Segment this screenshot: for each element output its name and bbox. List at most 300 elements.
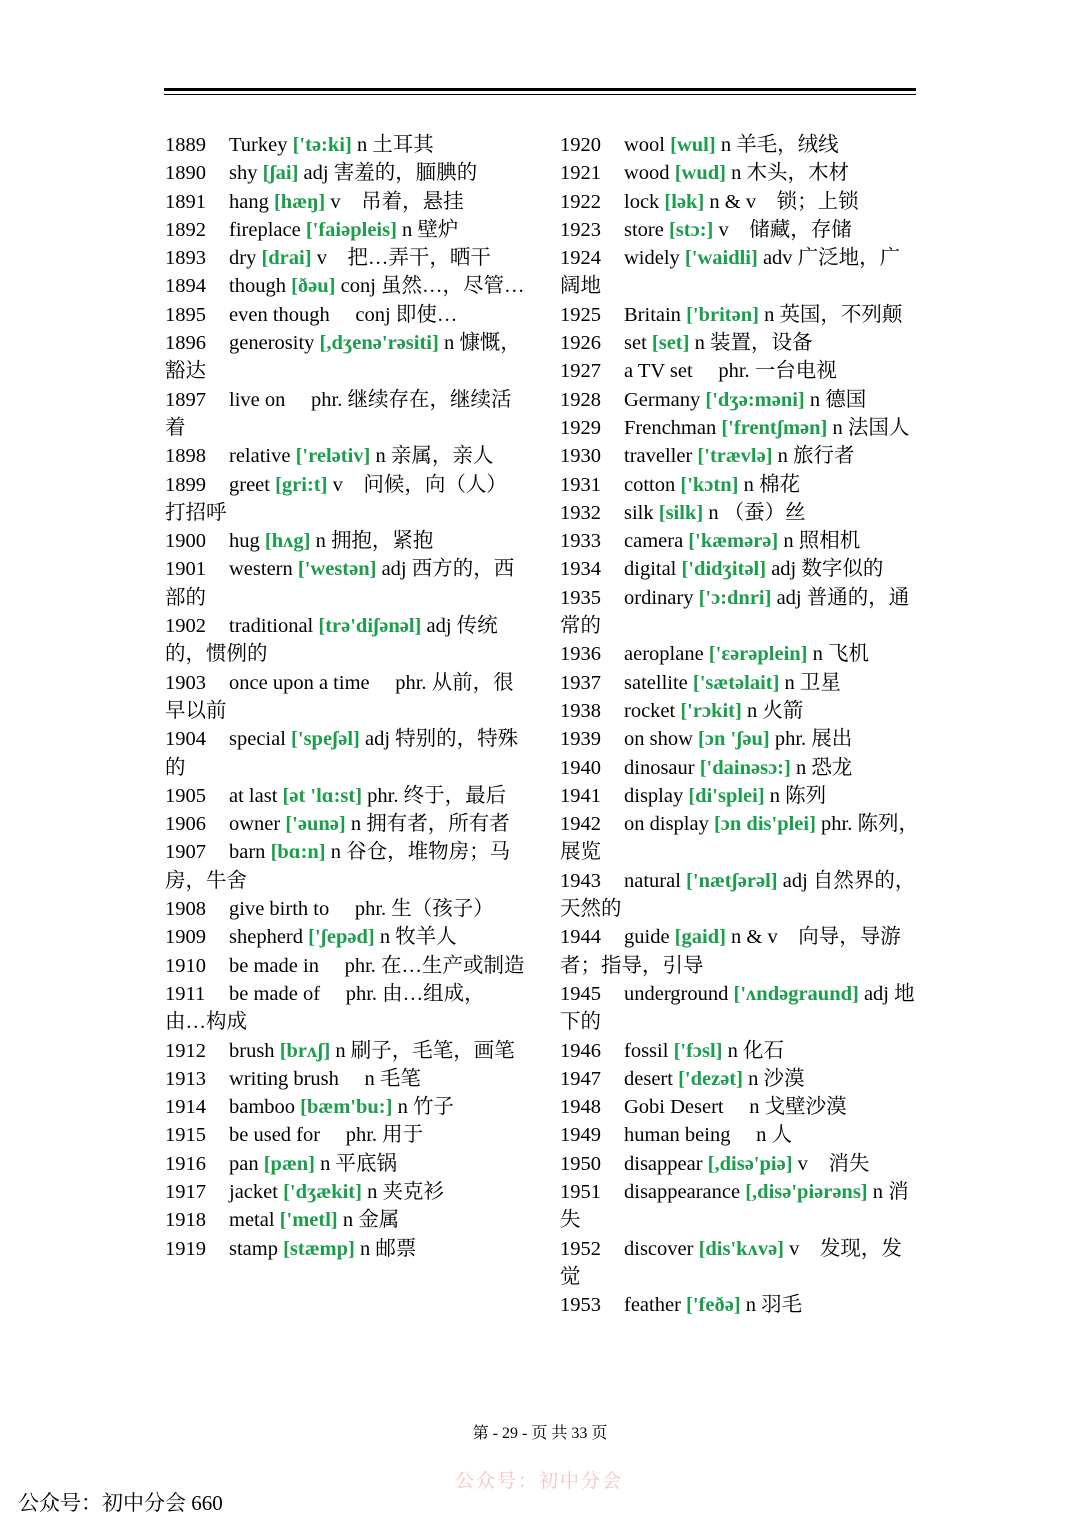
entry-meaning: n 照相机 <box>783 530 861 553</box>
entry-meaning: n 消失 <box>560 1180 909 1232</box>
entry-meaning: n 羽毛 <box>745 1294 803 1317</box>
entry-meaning: v 吊着，悬挂 <box>330 190 464 213</box>
entry-number: 1897 <box>165 388 206 411</box>
vocab-entry <box>560 923 920 980</box>
entry-phonetic: ['waidli] <box>684 247 758 270</box>
entry-word: special <box>229 728 286 751</box>
entry-word: silk <box>624 501 654 524</box>
entry-number: 1950 <box>560 1152 601 1175</box>
entry-phonetic: ['ɛərəplein] <box>708 643 808 666</box>
entry-number: 1890 <box>165 162 206 185</box>
entry-meaning: n 金属 <box>342 1209 400 1232</box>
entry-phonetic: [di'splei] <box>688 784 765 807</box>
entry-number: 1909 <box>165 926 206 949</box>
entry-number: 1903 <box>165 671 206 694</box>
vocab-entry <box>165 838 525 895</box>
vocab-entry <box>560 1065 920 1093</box>
header-rule-thin <box>164 94 916 95</box>
entry-number: 1917 <box>165 1180 206 1203</box>
entry-word: stamp <box>229 1237 278 1260</box>
header-rule-thick <box>164 88 916 91</box>
entry-number: 1946 <box>560 1039 601 1062</box>
entry-word: shepherd <box>229 926 304 949</box>
entry-phonetic: ['dʒə:məni] <box>705 388 805 411</box>
entry-phonetic: ['feðə] <box>686 1294 741 1317</box>
vocab-column-left <box>165 131 525 1263</box>
entry-number: 1904 <box>165 728 206 751</box>
entry-number: 1916 <box>165 1152 206 1175</box>
entry-word: writing brush <box>229 1067 339 1090</box>
vocab-entry <box>165 555 525 612</box>
entry-meaning: n 装置，设备 <box>694 332 813 355</box>
entry-word: underground <box>624 982 729 1005</box>
vocab-entry <box>560 1291 920 1319</box>
vocab-entry <box>560 980 920 1037</box>
entry-meaning: adj 自然界的，天然的 <box>560 869 916 921</box>
entry-word: Germany <box>624 388 701 411</box>
vocab-entry <box>165 329 525 386</box>
entry-meaning: n 棉花 <box>743 473 800 496</box>
entry-word: guide <box>624 926 670 949</box>
entry-number: 1937 <box>560 671 601 694</box>
vocab-entry <box>560 188 920 216</box>
entry-phonetic: [bɑ:n] <box>270 841 326 864</box>
entry-word: shy <box>229 162 258 185</box>
entry-meaning: n 火箭 <box>746 699 804 722</box>
entry-word: Turkey <box>229 134 288 156</box>
entry-phonetic: ['kæmərə] <box>688 530 779 553</box>
entry-meaning: n 邮票 <box>359 1237 417 1260</box>
entry-number: 1902 <box>165 615 206 638</box>
entry-meaning: adv 广泛地，广阔地 <box>560 247 901 298</box>
entry-word: relative <box>229 445 291 468</box>
entry-word: give birth to <box>229 898 330 921</box>
vocab-entry <box>165 1178 525 1206</box>
entry-word: fireplace <box>229 218 301 241</box>
entry-number: 1942 <box>560 813 601 836</box>
vocab-entry <box>165 782 525 810</box>
entry-number: 1953 <box>560 1294 601 1317</box>
entry-phonetic: [set] <box>651 332 690 355</box>
vocab-entry <box>165 301 525 329</box>
entry-meaning: n （蚕）丝 <box>708 501 806 524</box>
entry-number: 1949 <box>560 1124 601 1147</box>
entry-number: 1889 <box>165 134 206 156</box>
entry-number: 1892 <box>165 218 206 241</box>
entry-word: lock <box>624 190 660 213</box>
vocab-entry <box>560 1093 920 1121</box>
entry-meaning: n 刷子，毛笔，画笔 <box>335 1039 515 1062</box>
entry-meaning: n 拥抱，紧抱 <box>315 530 434 553</box>
vocab-entry <box>560 725 920 753</box>
entry-meaning: phr. 从前，很早以前 <box>165 671 514 722</box>
entry-word: a TV set <box>624 360 693 383</box>
vocab-entry <box>165 1206 525 1234</box>
entry-number: 1918 <box>165 1209 206 1232</box>
entry-meaning: n 谷仓，堆物房；马房，牛舍 <box>165 841 511 892</box>
vocab-entry <box>560 1178 920 1235</box>
entry-meaning: n 英国，不列颠 <box>764 303 903 326</box>
entry-number: 1899 <box>165 473 206 496</box>
entry-word: aeroplane <box>624 643 704 666</box>
entry-word: generosity <box>229 332 315 355</box>
entry-phonetic: ['dʒækit] <box>283 1180 362 1203</box>
entry-number: 1913 <box>165 1067 206 1090</box>
vocab-entry <box>560 697 920 725</box>
entry-word: wool <box>624 134 665 156</box>
entry-meaning: n 卫星 <box>784 671 841 694</box>
vocab-entry <box>560 527 920 555</box>
entry-word: store <box>624 218 664 241</box>
entry-meaning: v 发现，发觉 <box>560 1237 902 1288</box>
entry-phonetic: [drai] <box>261 247 312 270</box>
entry-word: desert <box>624 1067 673 1090</box>
entry-phonetic: [ɔn 'ʃəu] <box>698 728 770 751</box>
entry-word: brush <box>229 1039 275 1062</box>
entry-meaning: v 问候，向（人）打招呼 <box>165 473 507 524</box>
entry-meaning: n 壁炉 <box>402 218 459 241</box>
entry-number: 1932 <box>560 501 601 524</box>
entry-meaning: n 牧羊人 <box>379 926 457 949</box>
entry-meaning: n 德国 <box>809 388 867 411</box>
entry-meaning: conj 即使… <box>355 303 458 326</box>
entry-word: though <box>229 275 286 298</box>
entry-meaning: n 毛笔 <box>364 1067 421 1090</box>
entry-phonetic: [pæn] <box>263 1152 315 1175</box>
entry-word: rocket <box>624 699 676 722</box>
vocab-entry <box>560 329 920 357</box>
entry-meaning: v 储藏，存储 <box>718 218 852 241</box>
entry-phonetic: [ɔn dis'plei] <box>713 813 816 836</box>
entry-word: digital <box>624 558 677 581</box>
entry-word: set <box>624 332 647 355</box>
entry-word: human being <box>624 1124 731 1147</box>
entry-phonetic: ['metl] <box>279 1209 338 1232</box>
entry-number: 1931 <box>560 473 601 496</box>
entry-number: 1901 <box>165 558 206 581</box>
vocab-entry <box>560 499 920 527</box>
entry-phonetic: ['kɔtn] <box>680 473 739 496</box>
entry-number: 1898 <box>165 445 206 468</box>
entry-meaning: n 戈壁沙漠 <box>749 1096 847 1119</box>
entry-phonetic: ['əunə] <box>285 813 346 836</box>
entry-number: 1926 <box>560 332 601 355</box>
entry-word: camera <box>624 530 684 553</box>
entry-number: 1920 <box>560 134 601 156</box>
entry-phonetic: [trə'diʃənəl] <box>318 615 422 638</box>
entry-word: traveller <box>624 445 693 468</box>
entry-word: Gobi Desert <box>624 1096 724 1119</box>
vocab-entry <box>560 1150 920 1178</box>
entry-word: owner <box>229 813 281 836</box>
entry-word: feather <box>624 1294 681 1317</box>
entry-number: 1947 <box>560 1067 601 1090</box>
entry-number: 1893 <box>165 247 206 270</box>
entry-meaning: n 法国人 <box>832 416 910 439</box>
entry-number: 1895 <box>165 303 206 326</box>
vocab-entry <box>165 1037 525 1065</box>
vocab-entry <box>560 669 920 697</box>
entry-number: 1951 <box>560 1180 601 1203</box>
vocab-column-right <box>560 131 920 1319</box>
entry-phonetic: [stɔ:] <box>668 218 714 241</box>
vocab-entry <box>165 159 525 187</box>
entry-word: on show <box>624 728 693 751</box>
entry-number: 1945 <box>560 982 601 1005</box>
entry-number: 1906 <box>165 813 206 836</box>
entry-word: be used for <box>229 1124 321 1147</box>
entry-word: hang <box>229 190 269 213</box>
vocab-entry <box>165 442 525 470</box>
vocab-entry <box>165 980 525 1037</box>
entry-phonetic: ['ɔ:dnri] <box>698 586 772 609</box>
entry-word: be made in <box>229 954 319 977</box>
vocab-entry <box>560 555 920 583</box>
entry-meaning: n 旅行者 <box>777 445 855 468</box>
entry-number: 1952 <box>560 1237 601 1260</box>
vocab-entry <box>560 301 920 329</box>
entry-phonetic: ['dainəsɔ:] <box>699 756 791 779</box>
entry-word: even though <box>229 303 330 326</box>
vocab-entry <box>560 640 920 668</box>
entry-phonetic: ['fɔsl] <box>673 1039 723 1062</box>
entry-number: 1922 <box>560 190 601 213</box>
entry-meaning: adj 数字似的 <box>771 558 884 581</box>
vocab-entry <box>165 1121 525 1149</box>
entry-phonetic: ['rɔkit] <box>680 699 742 722</box>
entry-meaning: v 消失 <box>797 1152 870 1175</box>
entry-meaning: phr. 陈列，展览 <box>560 813 919 864</box>
entry-phonetic: [gaid] <box>674 926 726 949</box>
entry-word: satellite <box>624 671 688 694</box>
entry-word: pan <box>229 1152 259 1175</box>
entry-word: on display <box>624 813 709 836</box>
entry-word: at last <box>229 784 278 807</box>
entry-word: wood <box>624 162 670 185</box>
entry-word: jacket <box>229 1180 278 1203</box>
vocab-entry <box>165 527 525 555</box>
vocab-entry <box>560 414 920 442</box>
entry-meaning: phr. 用于 <box>345 1124 424 1147</box>
entry-word: ordinary <box>624 586 694 609</box>
vocab-entry <box>165 895 525 923</box>
entry-phonetic: ['didʒitəl] <box>681 558 767 581</box>
vocab-entry <box>165 612 525 669</box>
entry-meaning: n 亲属，亲人 <box>375 445 494 468</box>
entry-number: 1907 <box>165 841 206 864</box>
entry-phonetic: [,disə'piə] <box>707 1152 793 1175</box>
entry-phonetic: ['westən] <box>297 558 377 581</box>
vocab-entry <box>165 131 525 159</box>
entry-phonetic: [brʌʃ] <box>279 1039 331 1062</box>
vocab-entry <box>165 952 525 980</box>
entry-meaning: phr. 终于，最后 <box>367 784 507 807</box>
entry-meaning: adj 传统的，惯例的 <box>165 615 498 666</box>
entry-word: widely <box>624 247 680 270</box>
entry-meaning: n 飞机 <box>812 643 869 666</box>
entry-phonetic: ['nætʃərəl] <box>686 869 778 892</box>
entry-number: 1908 <box>165 898 206 921</box>
entry-word: dinosaur <box>624 756 695 779</box>
entry-number: 1912 <box>165 1039 206 1062</box>
entry-meaning: phr. 一台电视 <box>718 360 837 383</box>
entry-meaning: n 羊毛，绒线 <box>720 134 839 156</box>
vocab-entry <box>560 216 920 244</box>
entry-number: 1936 <box>560 643 601 666</box>
vocab-entry <box>165 1235 525 1263</box>
entry-phonetic: ['britən] <box>686 303 759 326</box>
entry-meaning: phr. 展出 <box>774 728 853 751</box>
entry-phonetic: ['sætəlait] <box>692 671 780 694</box>
entry-number: 1921 <box>560 162 601 185</box>
entry-phonetic: ['tə:ki] <box>292 134 352 156</box>
entry-number: 1929 <box>560 416 601 439</box>
entry-word: display <box>624 784 684 807</box>
entry-meaning: n & v 锁；上锁 <box>709 190 859 213</box>
entry-phonetic: ['faiəpleis] <box>305 218 397 241</box>
entry-phonetic: [dis'kʌvə] <box>698 1237 785 1260</box>
entry-word: discover <box>624 1237 694 1260</box>
entry-meaning: adj 普通的，通常的 <box>560 586 910 638</box>
watermark-account: 公众号：初中分会 660 <box>18 1491 223 1515</box>
entry-number: 1944 <box>560 926 601 949</box>
entry-phonetic: [,disə'piərəns] <box>745 1180 868 1203</box>
entry-number: 1894 <box>165 275 206 298</box>
entry-word: disappear <box>624 1152 703 1175</box>
entry-phonetic: [wul] <box>670 134 716 156</box>
vocab-entry <box>165 1093 525 1121</box>
entry-word: disappearance <box>624 1180 741 1203</box>
entry-number: 1900 <box>165 530 206 553</box>
entry-number: 1896 <box>165 332 206 355</box>
entry-phonetic: [ðəu] <box>291 275 336 298</box>
entry-phonetic: [lək] <box>664 190 705 213</box>
entry-meaning: adj 西方的，西部的 <box>165 558 515 609</box>
entry-word: dry <box>229 247 257 270</box>
entry-meaning: n 恐龙 <box>795 756 853 779</box>
entry-number: 1919 <box>165 1237 206 1260</box>
vocab-entry <box>165 810 525 838</box>
entry-phonetic: [ət 'lɑ:st] <box>282 784 363 807</box>
entry-word: metal <box>229 1209 275 1232</box>
entry-phonetic: ['relətiv] <box>295 445 371 468</box>
vocab-entry <box>560 131 920 159</box>
entry-number: 1915 <box>165 1124 206 1147</box>
entry-meaning: n 化石 <box>727 1039 785 1062</box>
entry-meaning: adj 特别的，特殊的 <box>165 728 519 779</box>
entry-phonetic: ['frentʃmən] <box>721 416 828 439</box>
entry-phonetic: [,dʒenə'rəsiti] <box>319 332 439 355</box>
entry-number: 1910 <box>165 954 206 977</box>
entry-meaning: n 陈列 <box>769 784 827 807</box>
entry-number: 1891 <box>165 190 206 213</box>
vocab-entry <box>560 471 920 499</box>
watermark-center: 公众号：初中分会 <box>455 1471 624 1492</box>
entry-meaning: n 夹克衫 <box>367 1180 444 1203</box>
entry-phonetic: ['trævlə] <box>697 445 773 468</box>
entry-number: 1935 <box>560 586 601 609</box>
entry-meaning: n & v 向导，导游者；指导，引导 <box>560 926 901 977</box>
entry-meaning: n 竹子 <box>397 1096 454 1119</box>
vocab-entry <box>560 867 920 924</box>
entry-word: greet <box>229 473 270 496</box>
entry-word: live on <box>229 388 286 411</box>
entry-phonetic: ['ʃepəd] <box>308 926 375 949</box>
entry-word: hug <box>229 530 260 553</box>
vocab-entry <box>165 471 525 528</box>
entry-meaning: n 土耳其 <box>356 134 434 156</box>
entry-number: 1948 <box>560 1096 601 1119</box>
entry-meaning: n 沙漠 <box>748 1067 805 1090</box>
entry-meaning: phr. 在…生产或制造 <box>344 954 525 977</box>
vocab-entry <box>165 725 525 782</box>
entry-meaning: n 平底锅 <box>320 1152 397 1175</box>
vocab-entry <box>165 272 525 300</box>
entry-meaning: adj 地下的 <box>560 982 915 1034</box>
vocab-entry <box>560 357 920 385</box>
vocab-entry <box>165 386 525 443</box>
entry-word: fossil <box>624 1039 669 1062</box>
entry-meaning: v 把…弄干，晒干 <box>316 247 491 270</box>
vocab-entry <box>165 244 525 272</box>
entry-number: 1941 <box>560 784 601 807</box>
entry-phonetic: [bæm'bu:] <box>300 1096 393 1119</box>
entry-meaning: n 慷慨，豁达 <box>165 332 521 383</box>
entry-phonetic: [ʃai] <box>262 162 299 185</box>
entry-number: 1923 <box>560 218 601 241</box>
vocab-entry <box>165 216 525 244</box>
entry-word: once upon a time <box>229 671 370 694</box>
vocab-entry <box>165 669 525 726</box>
entry-meaning: conj 虽然…，尽管… <box>340 275 525 298</box>
vocab-entry <box>560 1235 920 1292</box>
vocab-entry <box>560 386 920 414</box>
entry-meaning: n 木头，木材 <box>731 162 849 185</box>
entry-number: 1925 <box>560 303 601 326</box>
entry-phonetic: ['dezət] <box>678 1067 743 1090</box>
vocab-entry <box>165 923 525 951</box>
entry-number: 1924 <box>560 247 601 270</box>
vocab-entry <box>165 1150 525 1178</box>
vocab-entry <box>165 188 525 216</box>
entry-word: be made of <box>229 982 321 1005</box>
entry-number: 1928 <box>560 388 601 411</box>
entry-meaning: adj 害羞的，腼腆的 <box>303 162 478 185</box>
vocab-entry <box>560 159 920 187</box>
vocab-entry <box>165 1065 525 1093</box>
entry-number: 1930 <box>560 445 601 468</box>
vocab-entry <box>560 754 920 782</box>
entry-meaning: phr. 生（孩子） <box>354 898 494 921</box>
entry-number: 1911 <box>165 982 206 1005</box>
entry-phonetic: [gri:t] <box>275 473 328 496</box>
entry-word: Britain <box>624 303 681 326</box>
entry-word: natural <box>624 869 681 892</box>
entry-word: cotton <box>624 473 676 496</box>
entry-phonetic: [wud] <box>674 162 726 185</box>
entry-phonetic: [hʌg] <box>264 530 311 553</box>
entry-phonetic: ['speʃəl] <box>291 728 360 751</box>
entry-word: barn <box>229 841 266 864</box>
entry-phonetic: ['ʌndəgraund] <box>733 982 859 1005</box>
entry-phonetic: [silk] <box>658 501 704 524</box>
vocab-entry <box>560 584 920 641</box>
entry-number: 1943 <box>560 869 601 892</box>
vocab-entry <box>560 442 920 470</box>
entry-number: 1940 <box>560 756 601 779</box>
vocab-entry <box>560 244 920 301</box>
entry-number: 1927 <box>560 360 601 383</box>
